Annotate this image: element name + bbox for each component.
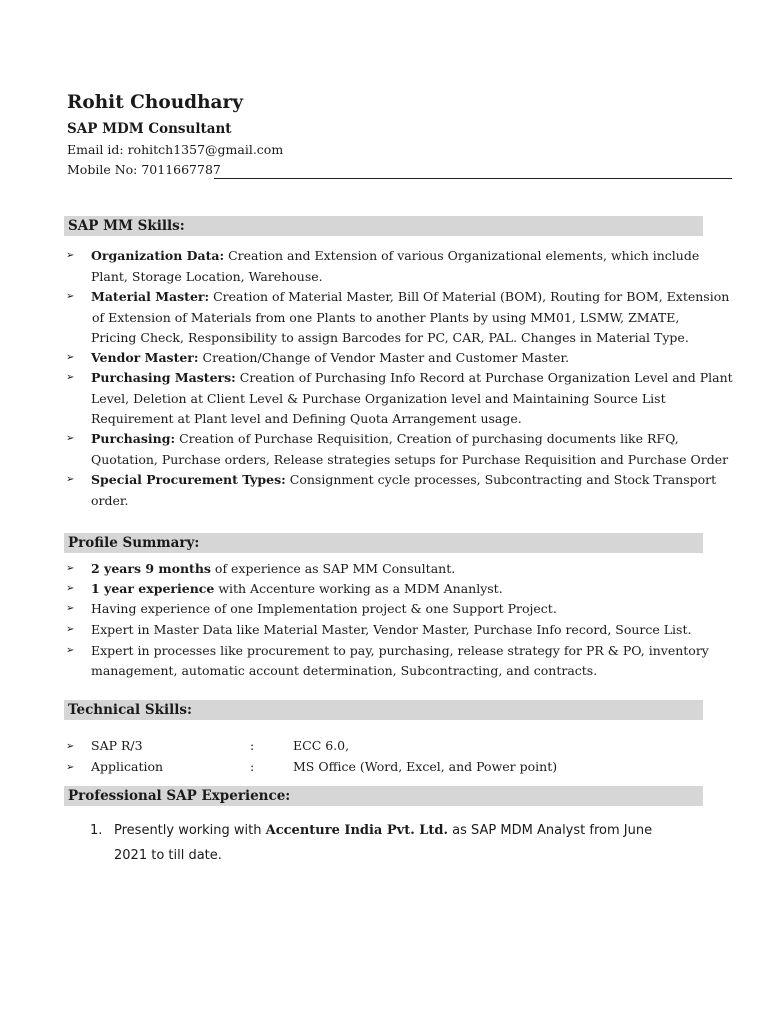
tech-label: SAP R/3 [91,738,143,753]
skill-text: of Extension of Materials from one Plants to another Plants by using MM01, LSMW, ZMATE, [92,310,680,325]
skill-text: Quotation, Purchase orders, Release strategies setups for Purchase Requisition and Purchase Order [91,452,729,467]
profile-item: 2 years 9 months of experience as SAP MM Consultant. [91,561,456,576]
skill-item-purchasing [91,431,679,446]
section-heading-technical: Technical Skills: [64,700,703,720]
skill-text: Creation of Material Master, Bill Of Material (BOM), Routing for BOM, Extension [213,289,730,304]
skill-text: Pricing Check, Responsibility to assign Barcodes for PC, CAR, PAL. Changes in Material Type. [91,330,689,345]
skill-label: Purchasing Masters: [91,370,236,385]
profile-item-continued: management, automatic account determination, Subcontracting, and contracts. [91,663,598,678]
skill-text: Level, Deletion at Client Level & Purchase Organization level and Maintaining Source List [91,391,666,406]
section-heading-experience: Professional SAP Experience: [64,786,703,806]
bullet-icon: ➢ [66,433,75,444]
bullet-icon: ➢ [66,762,75,773]
bullet-icon: ➢ [66,372,75,383]
mobile-line: Mobile No: 7011667787 [67,162,221,177]
skill-text: Creation/Change of Vendor Master and Customer Master. [202,350,570,365]
skill-text: Creation and Extension of various Organizational elements, which include [228,248,700,263]
skill-item-vendor-master [91,350,569,365]
bullet-icon: ➢ [66,352,75,363]
experience-item-continued: 2021 to till date. [114,848,222,863]
bullet-icon: ➢ [66,583,75,594]
bullet-icon: ➢ [66,645,75,656]
section-heading-skills: SAP MM Skills: [64,216,703,236]
tech-colon: : [250,759,255,774]
section-heading-profile: Profile Summary: [64,533,703,553]
profile-item: Expert in Master Data like Material Master, Vendor Master, Purchase Info record, Source List. [91,622,692,637]
skill-text: Plant, Storage Location, Warehouse. [91,269,323,284]
profile-item: Expert in processes like procurement to pay, purchasing, release strategy for PR & PO, inventory [91,643,709,658]
skill-label: Material Master: [91,289,210,304]
tech-value: ECC 6.0, [293,738,350,753]
candidate-role: SAP MDM Consultant [67,121,232,137]
company-name: Accenture India Pvt. Ltd. [265,823,449,838]
skill-item-purchasing-masters [91,370,733,385]
skill-label: Purchasing: [91,431,176,446]
profile-item: Having experience of one Implementation project & one Support Project. [91,601,557,616]
skill-label: Special Procurement Types: [91,472,286,487]
experience-item: Presently working with Accenture India Pvt. Ltd. as SAP MDM Analyst from June [114,823,653,838]
bullet-icon: ➢ [66,563,75,574]
skill-item-material-master [91,289,729,304]
bullet-icon: ➢ [66,474,75,485]
skill-text: Requirement at Plant level and Defining Quota Arrangement usage. [91,411,522,426]
tech-value: MS Office (Word, Excel, and Power point) [293,759,558,774]
skill-label: Vendor Master: [91,350,199,365]
header-divider [214,178,732,179]
skill-item-organization-data [91,248,699,263]
bullet-icon: ➢ [66,250,75,261]
skill-text: Creation of Purchasing Info Record at Purchase Organization Level and Plant [239,370,733,385]
skill-text: Consignment cycle processes, Subcontracting and Stock Transport [289,472,717,487]
profile-item: 1 year experience with Accenture working as a MDM Ananlyst. [91,581,503,596]
bullet-icon: ➢ [66,603,75,614]
skill-item-special-procurement [91,472,716,487]
experience-number: 1. [90,823,103,838]
skill-text: order. [91,493,129,508]
tech-colon: : [250,738,255,753]
bullet-icon: ➢ [66,741,75,752]
tech-label: Application [91,759,164,774]
candidate-name: Rohit Choudhary [67,92,244,113]
bullet-icon: ➢ [66,624,75,635]
email-line: Email id: rohitch1357@gmail.com [67,142,284,157]
skill-text: Creation of Purchase Requisition, Creation of purchasing documents like RFQ, [179,431,679,446]
bullet-icon: ➢ [66,291,75,302]
skill-label: Organization Data: [91,248,225,263]
